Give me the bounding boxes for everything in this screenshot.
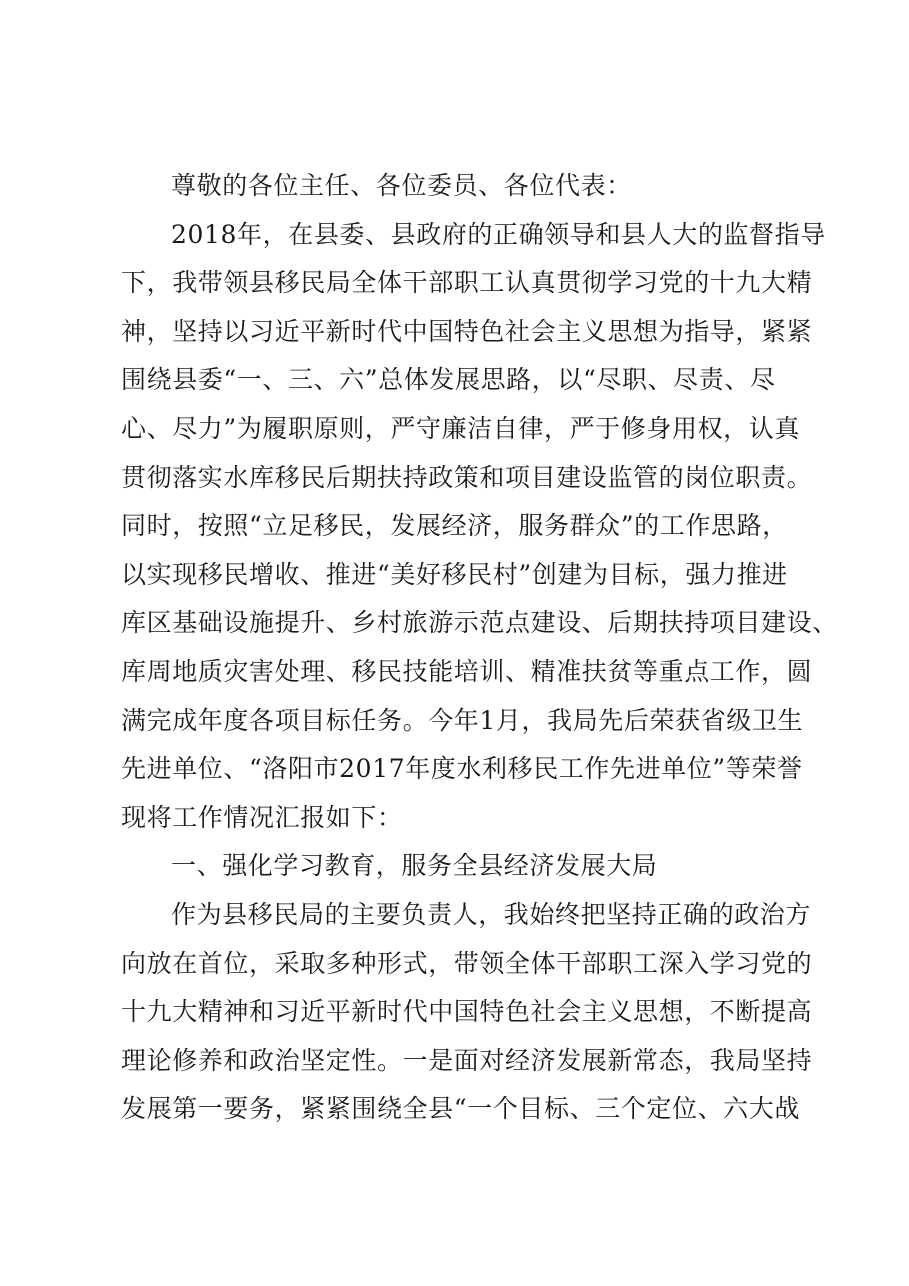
paragraph-line: 十九大精神和习近平新时代中国特色社会主义思想，不断提高 (121, 997, 813, 1027)
paragraph-line: 2018年，在县委、县政府的正确领导和县人大的监督指导 (171, 219, 826, 249)
paragraph-line: 作为县移民局的主要负责人，我始终把坚持正确的政治方 (171, 899, 812, 929)
paragraph-line: 现将工作情况汇报如下： (121, 802, 403, 832)
paragraph-line: 发展第一要务，紧紧围绕全县“一个目标、三个定位、六大战 (121, 1094, 800, 1124)
paragraph-line: 下，我带领县移民局全体干部职工认真贯彻学习党的十九大精 (121, 268, 813, 298)
salutation-line: 尊敬的各位主任、各位委员、各位代表： (171, 171, 632, 200)
report-body (121, 162, 838, 1134)
paragraph-line: 先进单位、“洛阳市2017年度水利移民工作先进单位”等荣誉 (121, 754, 803, 784)
paragraph-line: 同时，按照“立足移民，发展经济，服务群众”的工作思路， (121, 511, 788, 541)
paragraph-line: 理论修养和政治坚定性。一是面对经济发展新常态，我局坚持 (121, 1045, 813, 1075)
paragraph-line: 围绕县委“一、三、六”总体发展思路，以“尽职、尽责、尽 (121, 365, 776, 395)
paragraph-line: 贯彻落实水库移民后期扶持政策和项目建设监管的岗位职责。 (121, 462, 813, 492)
paragraph-line: 向放在首位，采取多种形式，带领全体干部职工深入学习党的 (121, 948, 813, 978)
paragraph-line: 库区基础设施提升、乡村旅游示范点建设、后期扶持项目建设、 (121, 608, 838, 638)
paragraph-line: 库周地质灾害处理、移民技能培训、精准扶贫等重点工作，圆 (121, 656, 813, 686)
paragraph-line: 神，坚持以习近平新时代中国特色社会主义思想为指导，紧紧 (121, 316, 813, 346)
section-heading: 一、强化学习教育，服务全县经济发展大局 (171, 851, 658, 881)
paragraph-line: 满完成年度各项目标任务。今年1月，我局先后荣获省级卫生 (121, 705, 804, 735)
paragraph-line: 心、尽力”为履职原则，严守廉洁自律，严于修身用权，认真 (121, 413, 800, 443)
paragraph-line: 以实现移民增收、推进“美好移民村”创建为目标，强力推进 (121, 559, 788, 589)
